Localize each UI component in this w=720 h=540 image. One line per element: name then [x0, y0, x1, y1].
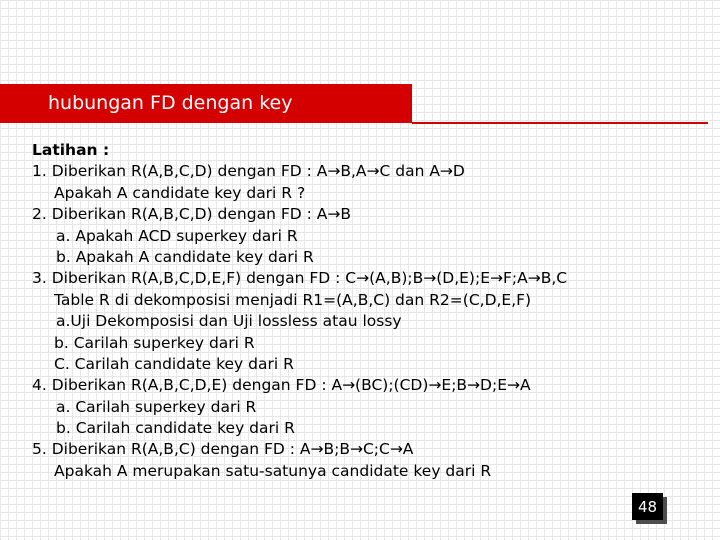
exercise-4-part-b: b. Carilah candidate key dari R: [56, 419, 295, 438]
exercise-1-statement: 1. Diberikan R(A,B,C,D) dengan FD : A→B,A→C dan A→D: [32, 162, 465, 181]
exercise-4-statement: 4. Diberikan R(A,B,C,D,E) dengan FD : A→(BC);(CD)→E;B→D;E→A: [32, 376, 531, 395]
slide-content: [32, 140, 702, 482]
exercise-3-part-b: b. Carilah superkey dari R: [54, 333, 255, 352]
exercise-5-question: Apakah A merupakan satu-satunya candidate key dari R: [54, 461, 492, 480]
exercise-1-question: Apakah A candidate key dari R ?: [54, 183, 306, 202]
exercise-4-part-a: a. Carilah superkey dari R: [56, 397, 257, 416]
title-underline: [412, 122, 708, 124]
exercise-2-part-b: b. Apakah A candidate key dari R: [56, 247, 314, 266]
slide-title: hubungan FD dengan key: [48, 92, 293, 114]
exercise-3-part-a: a.Uji Dekomposisi dan Uji lossless atau lossy: [56, 312, 402, 331]
exercise-3-statement: 3. Diberikan R(A,B,C,D,E,F) dengan FD : C→(A,B);B→(D,E);E→F;A→B,C: [32, 269, 568, 288]
exercise-2-part-a: a. Apakah ACD superkey dari R: [56, 226, 298, 245]
exercise-3-decomposition: Table R di dekomposisi menjadi R1=(A,B,C) dan R2=(C,D,E,F): [54, 290, 532, 309]
exercise-5-statement: 5. Diberikan R(A,B,C) dengan FD : A→B;B→C;C→A: [32, 440, 414, 459]
page-number-badge: 48: [632, 493, 663, 520]
exercise-heading: Latihan :: [32, 141, 110, 159]
exercise-3-part-c: C. Carilah candidate key dari R: [54, 354, 294, 373]
exercise-2-statement: 2. Diberikan R(A,B,C,D) dengan FD : A→B: [32, 205, 351, 224]
